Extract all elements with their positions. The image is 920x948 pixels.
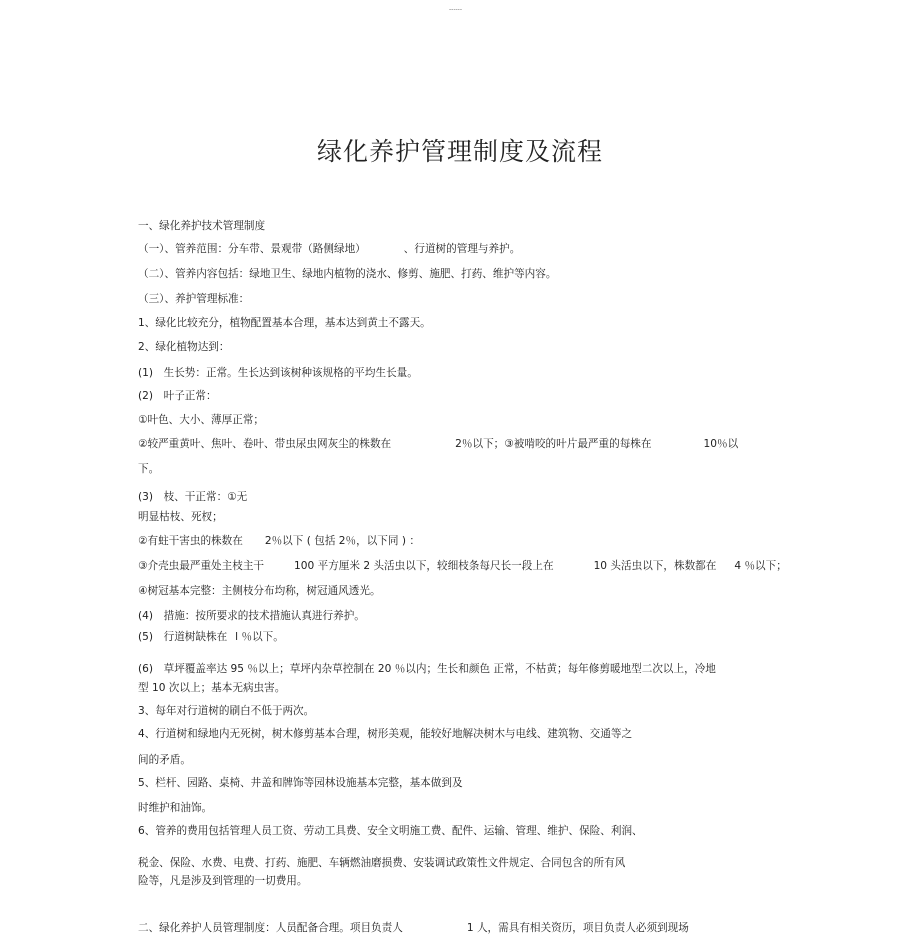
list-item-6-cont-2: 险等，凡是涉及到管理的一切费用。 xyxy=(138,875,308,887)
text-run: 、行道树的管理与养护。 xyxy=(403,243,521,255)
sub-item-1: (1) 生长势：正常。生长达到该树种该规格的平均生长量。 xyxy=(138,367,418,379)
text-run: （一）、管养范围：分车带、景观带（路侧绿地） xyxy=(138,243,366,255)
sub-item-5 xyxy=(138,630,284,644)
text-run: 二、绿化养护人员管理制度：人员配备合理。项目负责人 xyxy=(138,922,403,934)
text-run: ②较严重黄叶、焦叶、卷叶、带虫尿虫网灰尘的株数在 xyxy=(138,438,392,450)
sub-item-4: (4) 措施：按所要求的技术措施认真进行养护。 xyxy=(138,610,365,622)
list-item-5-cont: 时维护和油饰。 xyxy=(138,802,213,814)
sub-item-2-point-1: ①叶色、大小、薄厚正常； xyxy=(138,414,265,426)
section-heading-2 xyxy=(138,921,689,935)
list-item-4: 4、行道树和绿地内无死树，树木修剪基本合理，树形美观，能较好地解决树木与电线、建筑物、交通等之 xyxy=(138,728,633,740)
list-item-3: 3、每年对行道树的刷白不低于两次。 xyxy=(138,705,315,717)
paragraph-content: （二）、管养内容包括：绿地卫生、绿地内植物的浇水、修剪、施肥、打药、维护等内容。 xyxy=(138,268,557,280)
sub-item-2: (2) 叶子正常： xyxy=(138,390,217,402)
text-run: l ％以下。 xyxy=(235,631,284,643)
text-run: 100 平方厘米 2 头活虫以下，较细枝条每尺长一段上在 xyxy=(294,560,554,572)
text-run: 10 头活虫以下，株数都在 xyxy=(593,560,717,572)
list-item-5: 5、栏杆、园路、桌椅、井盖和牌饰等园林设施基本完整，基本做到及 xyxy=(138,777,463,789)
sub-item-2-point-2-cont: 下。 xyxy=(138,463,160,475)
sub-item-3-point-4: ④树冠基本完整：主侧枝分布均称，树冠通风透光。 xyxy=(138,585,381,597)
list-item-6-cont-1: 税金、保险、水费、电费、打药、施肥、车辆燃油磨损费、安装调试政策性文件规定、合同包含的所有风 xyxy=(138,857,626,869)
text-run: 10％以 xyxy=(703,438,739,450)
text-run: (5) 行道树缺株在 xyxy=(138,631,228,643)
sub-item-3: (3) 枝、干正常：①无 xyxy=(138,491,248,503)
list-item-2: 2、绿化植物达到： xyxy=(138,341,230,353)
text-run: 1 人，需具有相关资历，项目负责人必须到现场 xyxy=(466,922,689,934)
text-run: 2％以下 ( 包括 2％，以下同 ) ： xyxy=(264,535,420,547)
text-run: 2％以下；③被啃咬的叶片最严重的每株在 xyxy=(455,438,652,450)
list-item-1: 1、绿化比较充分，植物配置基本合理，基本达到黄土不露天。 xyxy=(138,317,431,329)
list-item-4-cont: 间的矛盾。 xyxy=(138,754,191,766)
sub-item-3-point-2 xyxy=(138,534,420,548)
text-run: 4 ％以下； xyxy=(734,560,787,572)
paragraph-scope xyxy=(138,242,520,256)
section-heading-1: 一、绿化养护技术管理制度 xyxy=(138,220,266,232)
page-header-mark: ------ xyxy=(449,6,462,13)
document-title: 绿化养护管理制度及流程 xyxy=(316,137,603,166)
sub-item-3-point-3 xyxy=(138,559,787,573)
sub-item-3-cont: 明显枯枝、死杈； xyxy=(138,511,223,523)
list-item-6: 6、管养的费用包括管理人员工资、劳动工具费、安全文明施工费、配件、运输、管理、维护、保险、利润、 xyxy=(138,825,643,837)
text-run: ③介壳虫最严重处主枝主干 xyxy=(138,560,265,572)
sub-item-6: (6) 草坪覆盖率达 95 ％以上；草坪内杂草控制在 20 ％以内；生长和颜色 正常，不枯黄；每年修剪暖地型二次以上，冷地 xyxy=(138,663,716,675)
text-run: ②有蛀干害虫的株数在 xyxy=(138,535,243,547)
sub-item-6-cont: 型 10 次以上；基本无病虫害。 xyxy=(138,682,286,694)
sub-item-2-point-2 xyxy=(138,437,738,451)
paragraph-standard-heading: （三）、养护管理标准： xyxy=(138,293,250,305)
